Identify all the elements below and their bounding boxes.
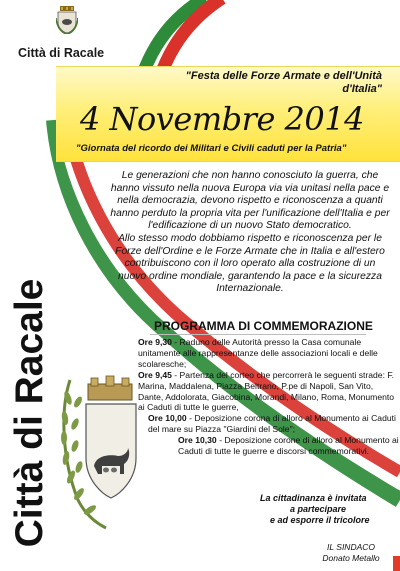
program-time: Ore 9,30 — [138, 337, 172, 347]
program-time: Ore 10,00 — [148, 413, 187, 424]
side-title-text: Città di Racale — [8, 278, 51, 548]
program-item — [138, 413, 400, 435]
citizen-invite — [260, 493, 400, 527]
giornata-subtitle: "Giornata del ricordo dei Militari e Civili caduti per la Patria" — [76, 143, 347, 154]
program-item — [138, 337, 400, 370]
signature-block — [308, 542, 394, 563]
paragraph-1: Le generazioni che non hanno conosciuto la guerra, che hanno vissuto nella nuova Europa via via unitasi nella pace e nella democrazia, devono rispetto e riconoscenza a quanti hanno perduto la propria vita per l'unificazione dell'Italia e per l'edificazione di un nuovo Stato democratico. — [110, 170, 390, 232]
program-text: - Deposizione corona di alloro al Monumento ai Caduti del mare su Piazza "Giardini del Sole"; — [148, 413, 396, 435]
program-text: - Raduno delle Autorità presso la Casa comunale unitamente alle rappresentanze delle associazioni locali e delle scolaresche; — [138, 337, 378, 369]
signature-role: IL SINDACO — [326, 542, 376, 552]
event-date: 4 Novembre 2014 — [80, 100, 364, 138]
program-time: Ore 10,30 — [178, 435, 217, 446]
invite-line-1: La cittadinanza è invitata — [260, 493, 367, 503]
program-text: - Partenza del corteo che percorrerà le seguenti strade: F. Marina, Maddalena, Piazza Beltrano, P.pe di Napoli, San Vito, Dante, Addolorata, Giacobina, Morandi, Milano, Roma, Monumento ai Caduti di tutte le guerre, — [138, 369, 395, 413]
corner-accent — [393, 556, 400, 571]
program-item — [138, 435, 400, 457]
festa-title: "Festa delle Forze Armate e dell'Unità d'Italia" — [185, 70, 382, 95]
signature-name: Donato Metallo — [322, 552, 380, 563]
invite-line-3: e ad esporre il tricolore — [270, 515, 370, 526]
crest-laurel-icon — [58, 370, 140, 530]
side-title — [2, 268, 58, 558]
programma-list — [138, 337, 400, 457]
invite-line-2: a partecipare — [290, 504, 347, 515]
programma-title: PROGRAMMA DI COMMEMORAZIONE — [154, 319, 373, 333]
commemoration-text — [110, 170, 390, 296]
city-name-header: Città di Racale — [18, 46, 105, 60]
title-divider — [150, 334, 366, 335]
program-text: - Deposizione corone di alloro al Monumento ai Caduti di tutte le guerre e discorsi commemorativi. — [178, 435, 399, 457]
crest-icon — [56, 6, 78, 34]
paragraph-2: Allo stesso modo dobbiamo rispetto e riconoscenza per le Forze dell'Ordine e le Forze Armate che in Italia e all'estero contribuiscono con il loro operato alla costruzione di un nuovo ordine mondiale, garantendo la pace e la sicurezza Internazionale. — [115, 232, 385, 295]
program-time: Ore 9,45 — [138, 369, 172, 380]
program-item — [138, 370, 400, 414]
